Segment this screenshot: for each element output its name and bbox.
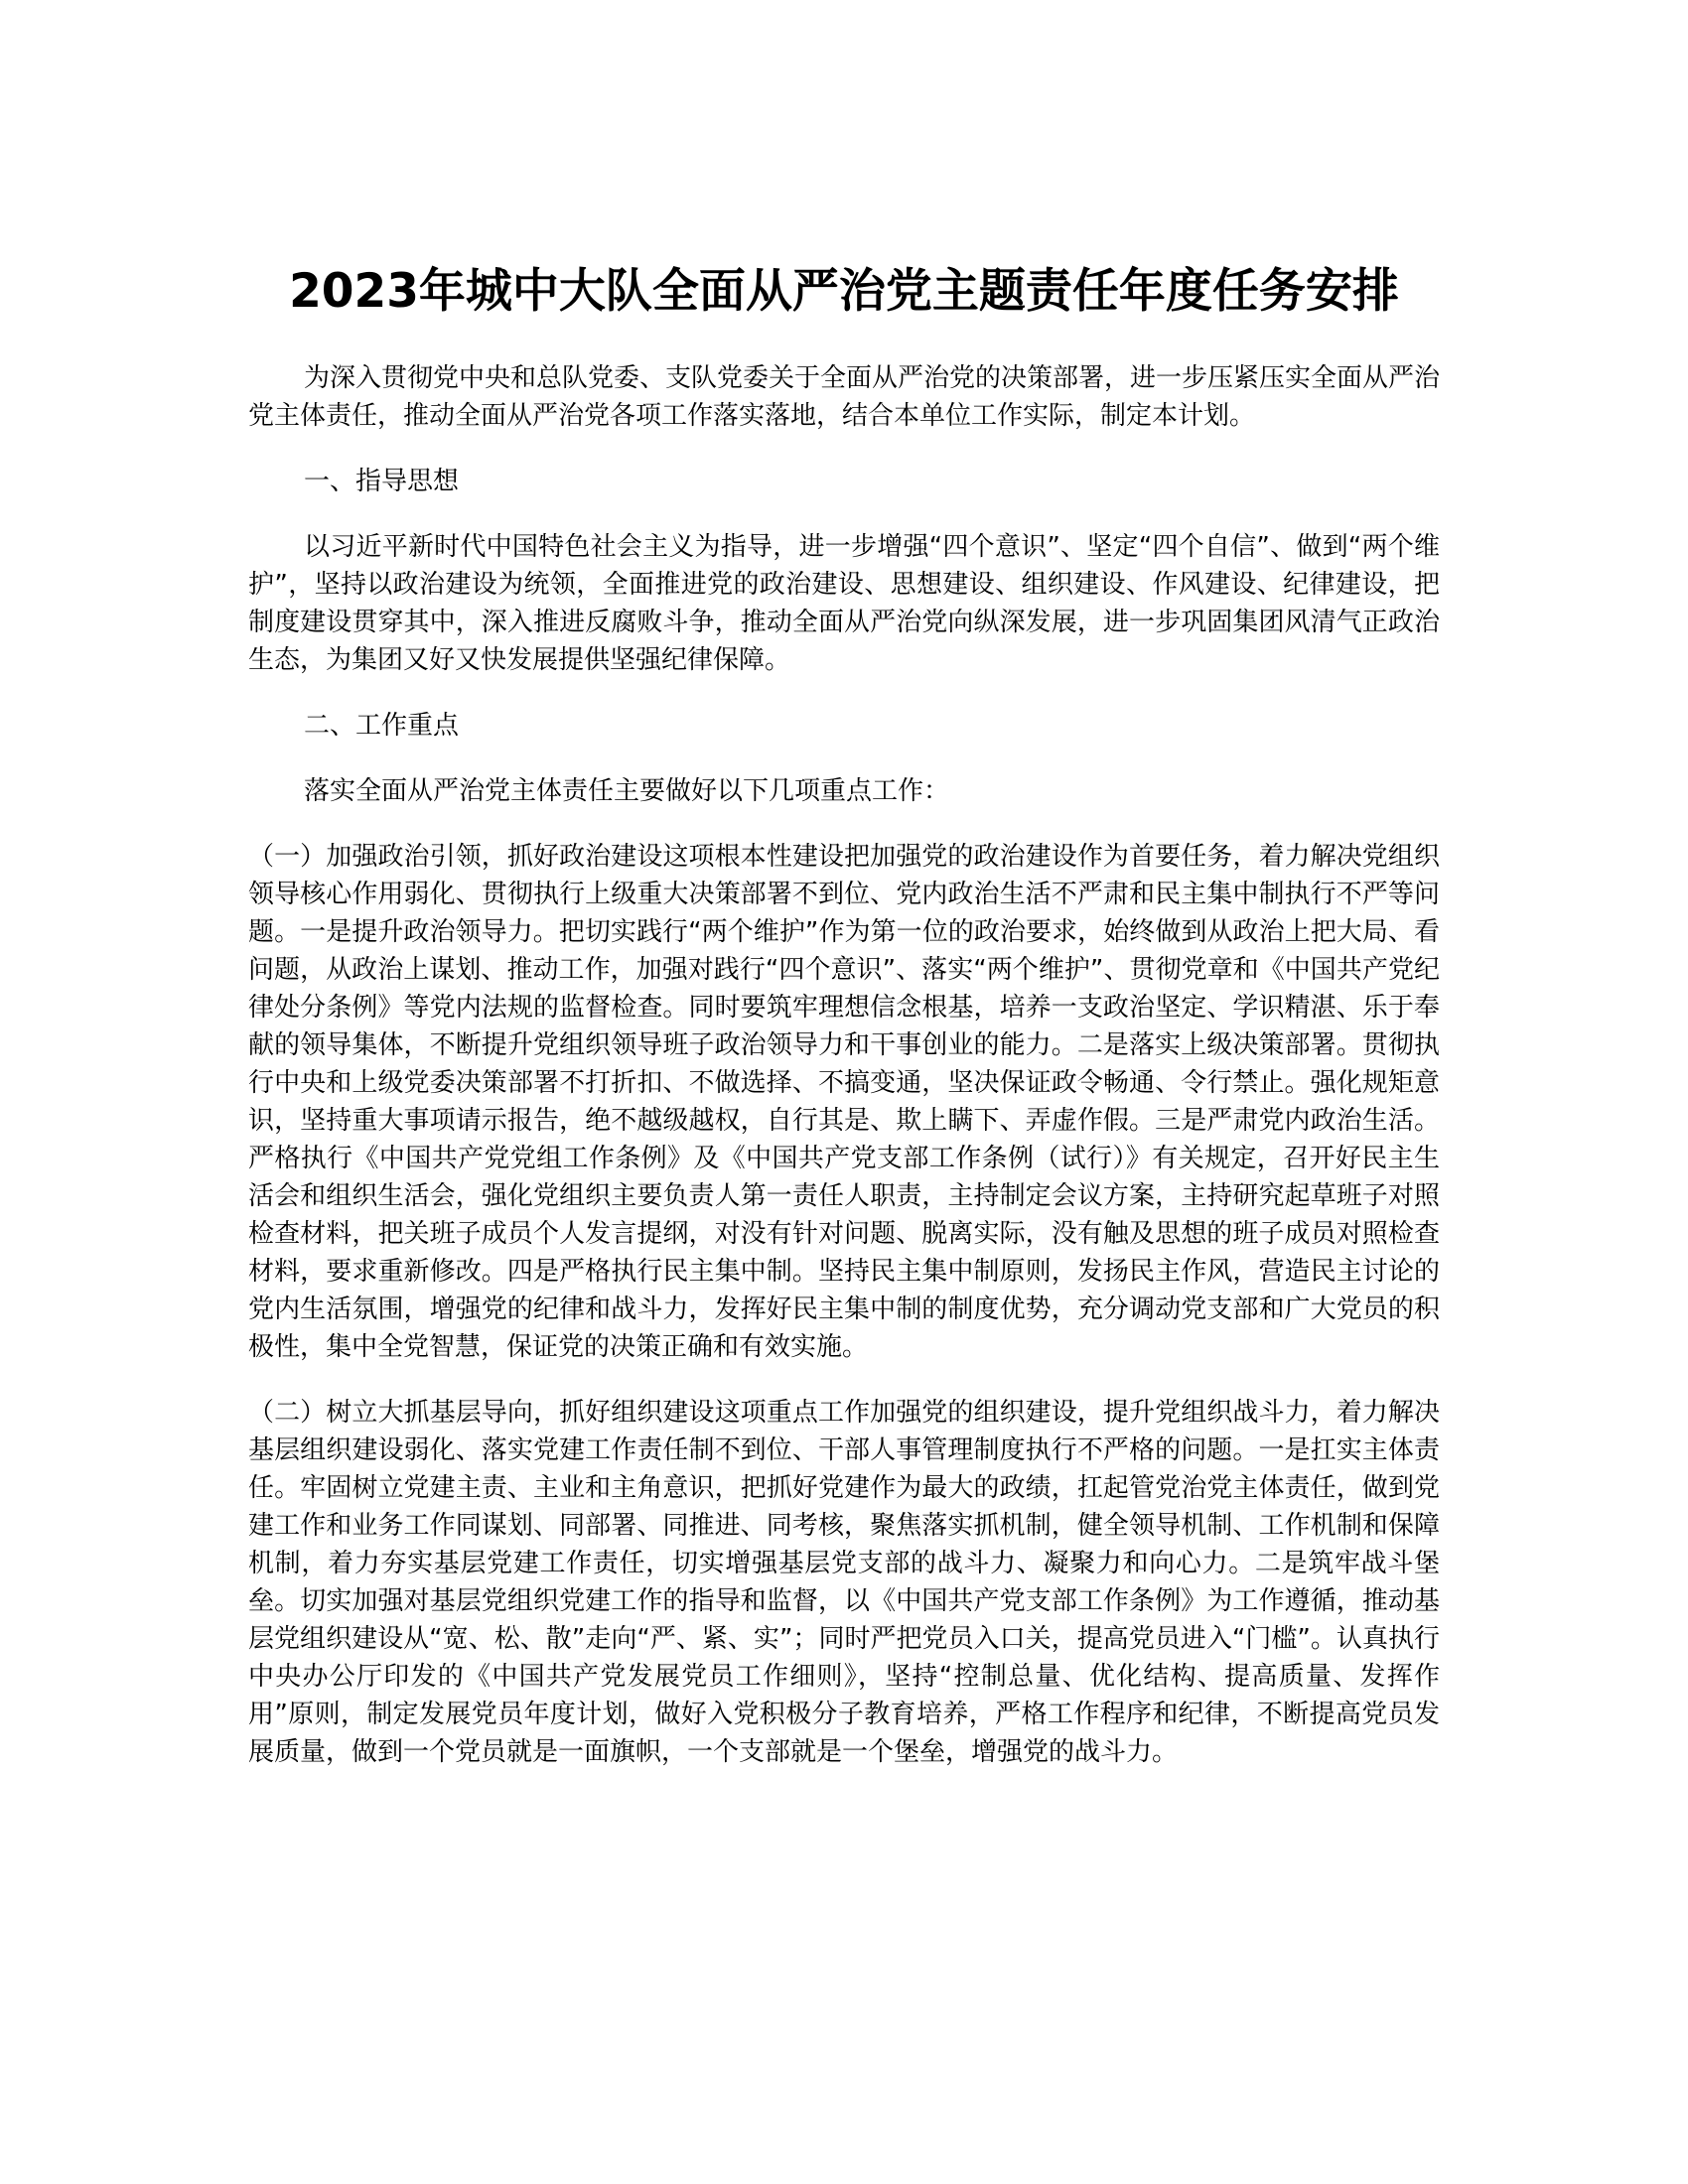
section-heading-guiding-ideology: 一、指导思想 xyxy=(304,467,460,496)
work-item-political-guidance: （一）加强政治引领，抓好政治建设这项根本性建设把加强党的政治建设作为首要任务，着力解决党组织领导核心作用弱化、贯彻执行上级重大决策部署不到位、党内政治生活不严肃和民主集中制执行不严等问题。一是提升政治领导力。把切实践行“两个维护”作为第一位的政治要求，始终做到从政治上把大局、看问题，从政治上谋划、推动工作，加强对践行“四个意识”、落实“两个维护”、贯彻党章和《中国共产党纪律处分条例》等党内法规的监督检查。同时要筑牢理想信念根基，培养一支政治坚定、学识精湛、乐于奉献的领导集体，不断提升党组织领导班子政治领导力和干事创业的能力。二是落实上级决策部署。贯彻执行中央和上级党委决策部署不打折扣、不做选择、不搞变通，坚决保证政令畅通、令行禁止。强化规矩意识，坚持重大事项请示报告，绝不越级越权，自行其是、欺上瞒下、弄虚作假。三是严肃党内政治生活。严格执行《中国共产党党组工作条例》及《中国共产党支部工作条例（试行）》有关规定，召开好民主生活会和组织生活会，强化党组织主要负责人第一责任人职责，主持制定会议方案，主持研究起草班子对照检查材料，把关班子成员个人发言提纲，对没有针对问题、脱离实际，没有触及思想的班子成员对照检查材料，要求重新修改。四是严格执行民主集中制。坚持民主集中制原则，发扬民主作风，营造民主讨论的党内生活氛围，增强党的纪律和战斗力，发挥好民主集中制的制度优势，充分调动党支部和广大党员的积极性，集中全党智慧，保证党的决策正确和有效实施。 xyxy=(248,842,1440,1362)
document-body xyxy=(248,359,1440,1799)
work-focus-lead-paragraph: 落实全面从严治党主体责任主要做好以下几项重点工作： xyxy=(304,776,950,806)
section-heading-work-focus: 二、工作重点 xyxy=(304,711,460,741)
guiding-ideology-paragraph: 以习近平新时代中国特色社会主义为指导，进一步增强“四个意识”、坚定“四个自信”、做到“两个维护”，坚持以政治建设为统领，全面推进党的政治建设、思想建设、组织建设、作风建设、纪律建设，把制度建设贯穿其中，深入推进反腐败斗争，推动全面从严治党向纵深发展，进一步巩固集团风清气正政治生态，为集团又好又快发展提供坚强纪律保障。 xyxy=(248,532,1440,675)
work-item-grassroots-organization: （二）树立大抓基层导向，抓好组织建设这项重点工作加强党的组织建设，提升党组织战斗力，着力解决基层组织建设弱化、落实党建工作责任制不到位、干部人事管理制度执行不严格的问题。一是扛实主体责任。牢固树立党建主责、主业和主角意识，把抓好党建作为最大的政绩，扛起管党治党主体责任，做到党建工作和业务工作同谋划、同部署、同推进、同考核，聚焦落实抓机制，健全领导机制、工作机制和保障机制，着力夯实基层党建工作责任，切实增强基层党支部的战斗力、凝聚力和向心力。二是筑牢战斗堡垒。切实加强对基层党组织党建工作的指导和监督，以《中国共产党支部工作条例》为工作遵循，推动基层党组织建设从“宽、松、散”走向“严、紧、实”；同时严把党员入口关，提高党员进入“门槛”。认真执行中央办公厅印发的《中国共产党发展党员工作细则》，坚持“控制总量、优化结构、提高质量、发挥作用”原则，制定发展党员年度计划，做好入党积极分子教育培养，严格工作程序和纪律，不断提高党员发展质量，做到一个党员就是一面旗帜，一个支部就是一个堡垒，增强党的战斗力。 xyxy=(248,1398,1440,1767)
intro-paragraph: 为深入贯彻党中央和总队党委、支队党委关于全面从严治党的决策部署，进一步压紧压实全面从严治党主体责任，推动全面从严治党各项工作落实落地，结合本单位工作实际，制定本计划。 xyxy=(248,363,1441,431)
document-title: 2023年城中大队全面从严治党主题责任年度任务安排 xyxy=(289,264,1399,319)
